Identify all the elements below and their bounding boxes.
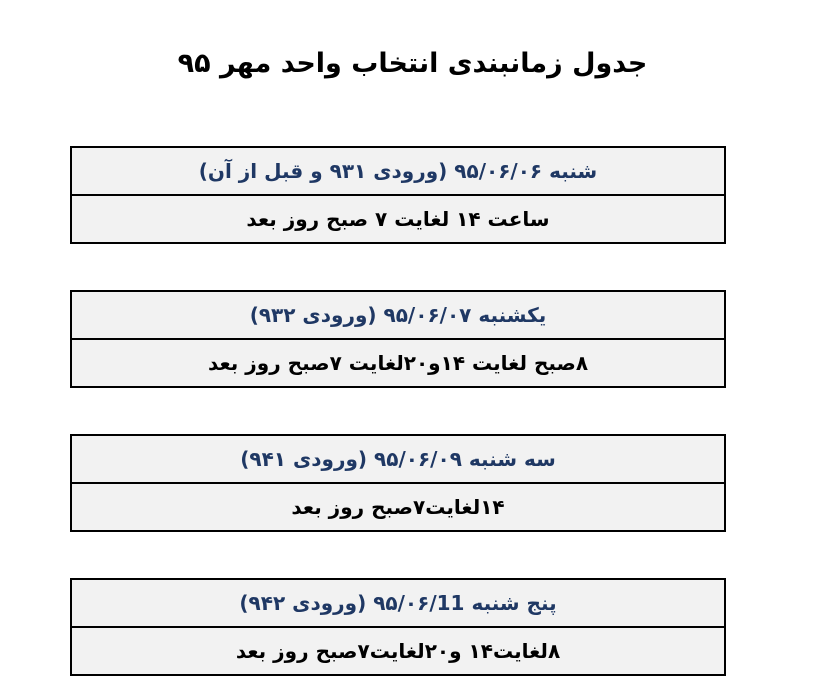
schedule-box: [70, 146, 726, 244]
schedule-box: [70, 434, 726, 532]
page-title: جدول زمانبندی انتخاب واحد مهر ۹۵: [177, 48, 648, 79]
schedule-time-range: ۱۴لغایت۷صبح روز بعد: [72, 484, 724, 530]
schedule-box: [70, 290, 726, 388]
schedule-time-range: ۸لغایت۱۴ و۲۰لغایت۷صبح روز بعد: [72, 628, 724, 674]
schedule-box: [70, 578, 726, 676]
schedule-time-range: ساعت ۱۴ لغایت ۷ صبح روز بعد: [72, 196, 724, 242]
schedule-time-range: ۸صبح لغایت ۱۴و۲۰لغایت ۷صبح روز بعد: [72, 340, 724, 386]
schedule-day-header: شنبه ۹۵/۰۶/۰۶ (ورودی ۹۳۱ و قبل از آن): [72, 148, 724, 196]
schedule-day-header: پنج شنبه ۹۵/۰۶/11 (ورودی ۹۴۲): [72, 580, 724, 628]
schedule-day-header: یکشنبه ۹۵/۰۶/۰۷ (ورودی ۹۳۲): [72, 292, 724, 340]
schedule-day-header: سه شنبه ۹۵/۰۶/۰۹ (ورودی ۹۴۱): [72, 436, 724, 484]
